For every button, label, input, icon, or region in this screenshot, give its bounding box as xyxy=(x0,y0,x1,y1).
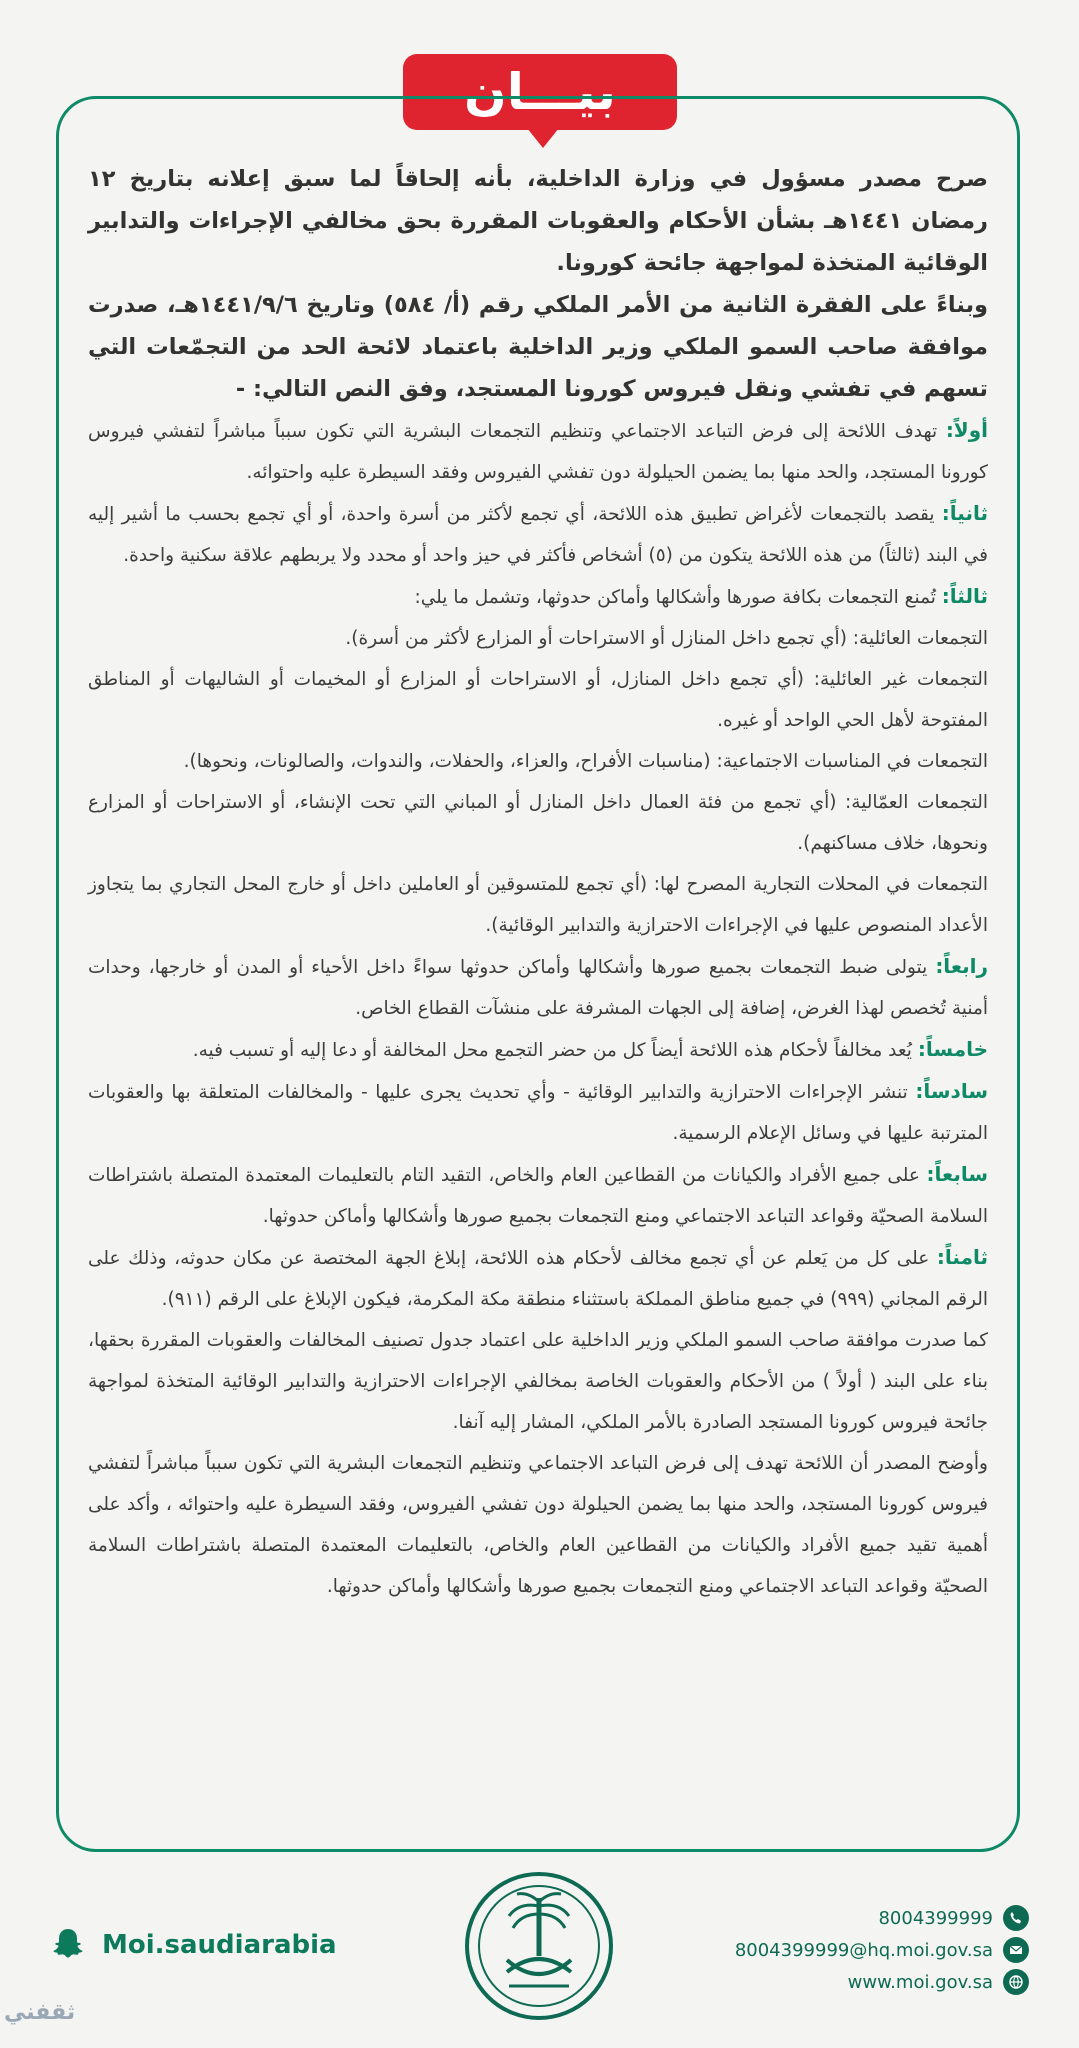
palm-swords-icon xyxy=(469,1876,609,2016)
clause-label: رابعاً: xyxy=(935,954,988,978)
clause-label: سادساً: xyxy=(915,1079,988,1103)
clause-text: على جميع الأفراد والكيانات من القطاعين العام والخاص، التقيد التام بالتعليمات المعتمدة المتصلة باشتراطات السلامة الصحيّة وقواعد التباعد الاجتماعي ومنع التجمعات بجميع صورها وأشكالها وأماكن حدوثها. xyxy=(88,1165,988,1227)
clause-label: ثانياً: xyxy=(941,501,988,525)
snapchat-handle: Moi.saudiarabia xyxy=(102,1930,337,1960)
ministry-emblem xyxy=(465,1872,613,2020)
clause-paragraph xyxy=(88,1237,988,1320)
clause-paragraph xyxy=(88,946,988,1029)
clause-paragraph xyxy=(88,493,988,576)
clause-text: التجمعات في المناسبات الاجتماعية: (مناسبات الأفراح، والعزاء، والحفلات، والندوات، والصالونات، ونحوها). xyxy=(183,751,988,772)
clause-paragraph xyxy=(88,741,988,782)
mail-icon xyxy=(1003,1937,1029,1963)
clause-paragraph xyxy=(88,618,988,659)
intro-section xyxy=(88,158,988,410)
clause-paragraph xyxy=(88,1029,988,1071)
intro-paragraph: صرح مصدر مسؤول في وزارة الداخلية، بأنه إلحاقاً لما سبق إعلانه بتاريخ ١٢ رمضان ١٤٤١هـ بشأن الأحكام والعقوبات المقررة بحق مخالفي الإجراءات والتدابير الوقائية المتخذة لمواجهة جائحة كورونا. xyxy=(88,166,988,276)
clause-text: تهدف اللائحة إلى فرض التباعد الاجتماعي وتنظيم التجمعات البشرية التي تكون سبباً مباشراً لتفشي فيروس كورونا المستجد، والحد منها بما يضمن الحيلولة دون تفشي الفيروس وفقد السيطرة عليه واحتوائه. xyxy=(88,421,988,483)
clause-label: أولاً: xyxy=(945,418,988,442)
clause-text: يقصد بالتجمعات لأغراض تطبيق هذه اللائحة، أي تجمع لأكثر من أسرة واحدة، أو أي تجمع بحسب ما أشير إليه في البند (ثالثاً) من هذه اللائحة يتكون من (٥) أشخاص فأكثر في حيز واحد أو محدد ولا يربطهم علاقة سكنية واحدة. xyxy=(88,504,988,566)
phone-icon xyxy=(1003,1905,1029,1931)
clause-text: على كل من يَعلم عن أي تجمع مخالف لأحكام هذه اللائحة، إبلاغ الجهة المختصة عن مكان حدوثه، وذلك على الرقم المجاني (٩٩٩) في جميع مناطق المملكة باستثناء منطقة مكة المكرمة، فيكون الإبلاغ على الرقم (٩١١). xyxy=(88,1248,988,1310)
contact-phone[interactable] xyxy=(699,1902,1029,1934)
globe-icon xyxy=(1003,1969,1029,1995)
clause-text: تُمنع التجمعات بكافة صورها وأشكالها وأماكن حدوثها، وتشمل ما يلي: xyxy=(414,587,942,608)
website-url: www.moi.gov.sa xyxy=(847,1971,993,1993)
phone-number: 8004399999 xyxy=(878,1907,993,1929)
clause-text: التجمعات العمّالية: (أي تجمع من فئة العمال داخل المنازل أو المباني التي تحت الإنشاء، أو الاستراحات أو المزارع ونحوها، خلاف مساكنهم). xyxy=(88,792,988,854)
contact-website[interactable] xyxy=(699,1966,1029,1998)
clause-text: التجمعات في المحلات التجارية المصرح لها: (أي تجمع للمتسوقين أو العاملين داخل أو خارج المحل التجاري بما يتجاوز الأعداد المنصوص عليها في الإجراءات الاحترازية والتدابير الوقائية). xyxy=(88,874,988,936)
watermark: ثقفني xyxy=(4,2000,76,2025)
clause-label: ثامناً: xyxy=(936,1245,988,1269)
closing-paragraph: وأوضح المصدر أن اللائحة تهدف إلى فرض التباعد الاجتماعي وتنظيم التجمعات البشرية التي تكون سبباً مباشراً لتفشي فيروس كورونا المستجد، والحد منها بما يضمن الحيلولة دون تفشي الفيروس، وفقد السيطرة عليه واحتوائه ، وأكد على أهمية تقيد جميع الأفراد والكيانات من القطاعين العام والخاص، بالتعليمات المعتمدة المتصلة باشتراطات السلامة الصحيّة وقواعد التباعد الاجتماعي ومنع التجمعات بجميع صورها وأشكالها وأماكن حدوثها. xyxy=(88,1453,988,1597)
clauses-section xyxy=(88,410,988,1320)
intro-paragraph: وبناءً على الفقرة الثانية من الأمر الملكي رقم (أ/ ٥٨٤) وتاريخ ١٤٤١/٩/٦هـ، صدرت موافقة صاحب السمو الملكي وزير الداخلية باعتماد لائحة الحد من التجمّعات التي تسهم في تفشي ونقل فيروس كورونا المستجد، وفق النص التالي: - xyxy=(88,292,989,402)
clause-text: التجمعات غير العائلية: (أي تجمع داخل المنازل، أو الاستراحات أو المزارع أو المخيمات أو الشاليهات أو المناطق المفتوحة لأهل الحي الواحد أو غيره. xyxy=(88,669,988,731)
clause-text: يتولى ضبط التجمعات بجميع صورها وأشكالها وأماكن حدوثها سواءً داخل الأحياء أو المدن أو خارجها، وحدات أمنية تُخصص لهذا الغرض، إضافة إلى الجهات المشرفة على منشآت القطاع الخاص. xyxy=(88,957,988,1019)
clause-text: يُعد مخالفاً لأحكام هذه اللائحة أيضاً كل من حضر التجمع محل المخالفة أو دعا إليه أو تسبب فيه. xyxy=(192,1040,918,1061)
clause-paragraph xyxy=(88,782,988,864)
statement-body xyxy=(88,158,988,1607)
snapchat-link[interactable] xyxy=(48,1925,337,1965)
clause-label: ثالثاً: xyxy=(941,584,988,608)
clause-paragraph xyxy=(88,659,988,741)
closing-paragraph: كما صدرت موافقة صاحب السمو الملكي وزير الداخلية على اعتماد جدول تصنيف المخالفات والعقوبات المقررة بحقها، بناء على البند ( أولاً ) من الأحكام والعقوبات الخاصة بمخالفي الإجراءات الاحترازية والتدابير الوقائية المتخذة لمواجهة جائحة فيروس كورونا المستجد الصادرة بالأمر الملكي، المشار إليه آنفا. xyxy=(88,1330,988,1433)
email-address: 8004399999@hq.moi.gov.sa xyxy=(734,1939,993,1961)
clause-text: تنشر الإجراءات الاحترازية والتدابير الوقائية - وأي تحديث يجرى عليها - والمخالفات المتعلقة بها والعقوبات المترتبة عليها في وسائل الإعلام الرسمية. xyxy=(88,1082,988,1144)
clause-paragraph xyxy=(88,410,988,493)
clause-label: خامساً: xyxy=(917,1037,988,1061)
clause-paragraph xyxy=(88,1071,988,1154)
snapchat-icon xyxy=(48,1925,88,1965)
clause-label: سابعاً: xyxy=(926,1162,988,1186)
clause-paragraph xyxy=(88,1154,988,1237)
page-title: بيـــان xyxy=(403,54,677,130)
clause-paragraph xyxy=(88,864,988,946)
contact-list xyxy=(699,1902,1029,1998)
clause-paragraph xyxy=(88,576,988,618)
contact-email[interactable] xyxy=(699,1934,1029,1966)
closing-section xyxy=(88,1320,988,1607)
clause-text: التجمعات العائلية: (أي تجمع داخل المنازل أو الاستراحات أو المزارع لأكثر من أسرة). xyxy=(345,628,988,649)
